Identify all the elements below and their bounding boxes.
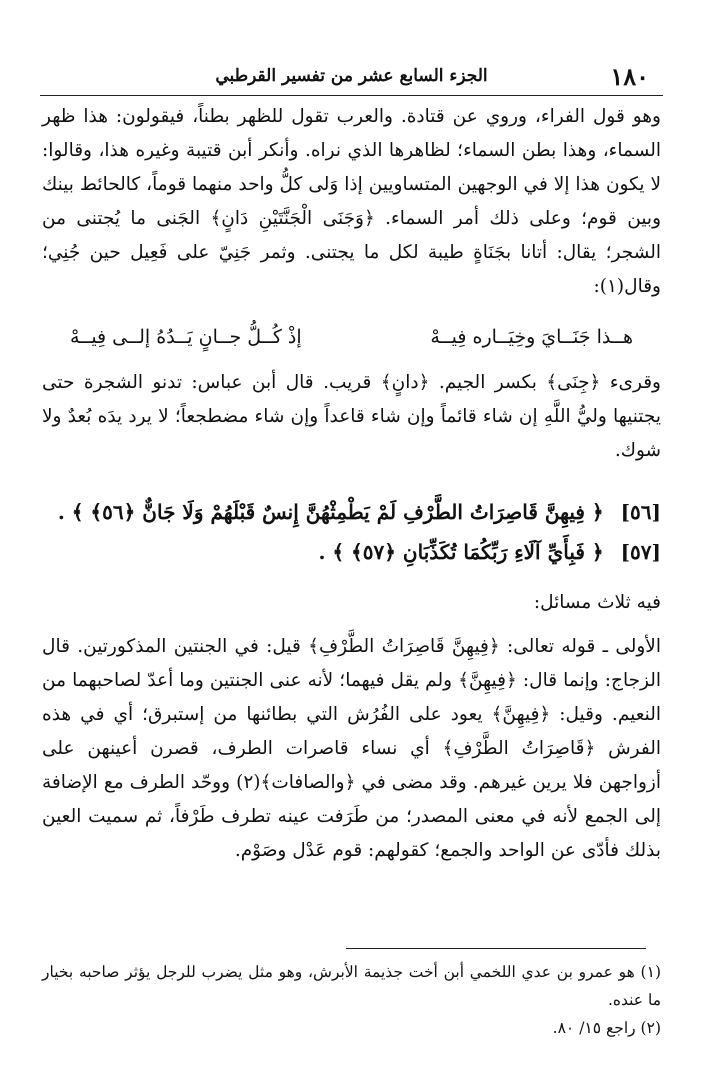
verse-second-hemistich: إذْ كُــلُّ جــانٍ يَــدُهُ إلــى فِيــهْ (70, 326, 302, 348)
paragraph-2: وقرىء ﴿جِنَى﴾ بكسر الجيم. ﴿دانٍ﴾ قريب. قال أبن عباس: تدنو الشجرة حتى يجتنيها وليُّ اللَّهِ إن شاء قائماً وإن شاء قاعداً وإن شاء مضطجعاً؛ لا يرد يدَه بُعدٌ ولا شوك. (42, 372, 661, 461)
paragraph-1: وهو قول الفراء، وروي عن قتادة. والعرب تقول للظهر بطناً، فيقولون: هذا ظهر السماء، وهذا بطن السماء؛ لظاهرها الذي نراه. وأنكر أبن قتيبة وغيره هذا، وقالوا: لا يكون هذا إلا في الوجهين المتساويين إذا وَلى كلُّ واحد منهما قوماً، كالحائط بينك وبين قوم؛ وعلى ذلك أمر السماء. ﴿وَجَنَى الْجَنَّتَيْنِ دَانٍ﴾ الجَنى ما يُجتنى من الشجر؛ يقال: أتانا بجَنَاةٍ طيبة لكل ما يجتنى. وثمر جَنِيّ على فَعِيل حين جُنِي؛ وقال(١): (42, 106, 661, 297)
page-header (40, 62, 663, 94)
running-title: الجزء السابع عشر من تفسير القرطبي (215, 66, 488, 86)
page-number: ١٨٠ (610, 62, 649, 91)
ayah-56 (42, 500, 661, 524)
ayah-text: ﴿ فِيهِنَّ قَاصِرَاتُ الطَّرْفِ لَمْ يَطْمِثْهُنَّ إِنسٌ قَبْلَهُمْ وَلَا جَانٌّ ﴿٥٦﴾ ﴾ . (57, 500, 604, 524)
section-heading: فيه ثلاث مسائل: (533, 592, 661, 613)
header-rule (40, 95, 663, 96)
footnote-rule (346, 948, 646, 949)
ayah-text: ﴿ فَبِأَيِّ آلَاءِ رَبِّكُمَا تُكَذِّبَانِ ﴿٥٧﴾ ﴾ . (318, 540, 604, 564)
footnote-2: (٢) راجع ١٥/ ٨٠. (552, 1019, 661, 1037)
paragraph-3: الأولى ـ قوله تعالى: ﴿فِيهِنَّ قَاصِرَاتُ الطَّرْفِ﴾ قيل: في الجنتين المذكورتين. قال الزجاج: وإنما قال: ﴿فِيهِنَّ﴾ ولم يقل فيهما؛ لأنه عنى الجنتين وما أعدّ لصاحبهما من النعيم. وقيل: ﴿فِيهِنَّ﴾ يعود على الفُرُش التي بطائنها من إستبرق؛ أي في هذه الفرش ﴿قَاصِرَاتُ الطَّرْفِ﴾ أي نساء قاصرات الطرف، قصرن أعينهن على أزواجهن فلا يرين غيرهم. وقد مضى في ﴿والصافات﴾(٢) ووحّد الطرف مع الإضافة إلى الجمع لأنه في معنى المصدر؛ من طَرَفت عينه تطرف طَرْفاً، ثم سميت العين بذلك فأدّى عن الواحد والجمع؛ كقولهم: قوم عَدْل وصَوْم. (42, 636, 661, 861)
ayah-number: [٥٧] (620, 540, 661, 564)
ayah-57 (42, 540, 661, 564)
footnote-1: (١) هو عمرو بن عدي اللخمي أبن أخت جذيمة الأبرش، وهو مثل يضرب للرجل يؤثر صاحبه بخيار ما عنده. (42, 963, 661, 1009)
ayah-number: [٥٦] (620, 500, 661, 524)
verse-first-hemistich: هــذا جَنَــايَ وخِيَــاره فِيــهْ (430, 326, 633, 348)
